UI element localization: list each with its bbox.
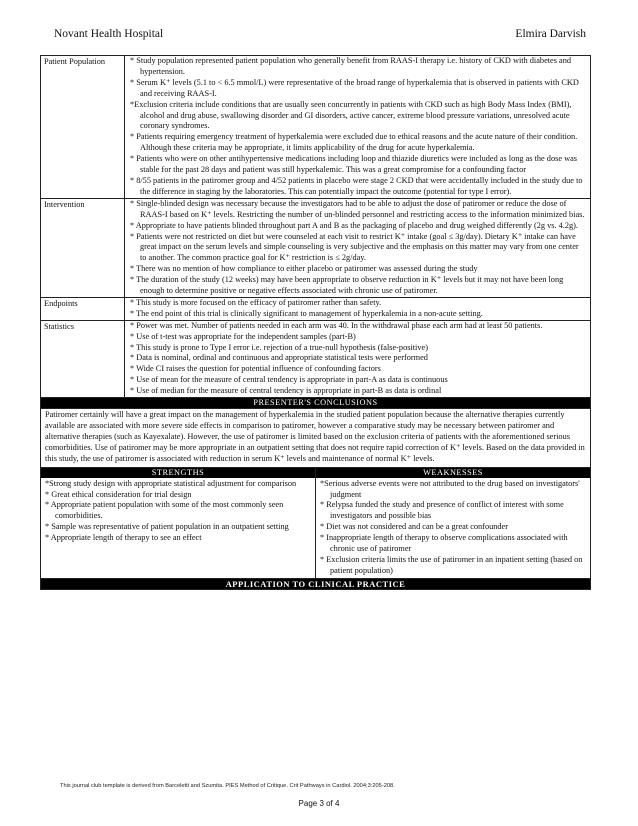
list-item: * Use of median for the measure of central tendency is appropriate in part-B as data is ordinal (130, 386, 442, 396)
list-item: * Patients requiring emergency treatment of hyperkalemia were excluded due to ethical reasons and the acute nature of their condition. Although these criteria may be appropriate, it limits applicability of the drug for acute hyperkalemia. (130, 132, 578, 153)
list-item: * Data is nominal, ordinal and continuous and appropriate statistical tests were performed (130, 353, 428, 363)
list-item: * Sample was representative of patient population in an outpatient setting (45, 522, 289, 532)
section-label: Intervention (41, 199, 125, 297)
list-item: * Power was met. Number of patients needed in each arm was 40. In the withdrawal phase each arm had at least 50 patients. (130, 320, 543, 330)
list-item: * Wide CI raises the question for potential influence of confounding factors (130, 364, 381, 374)
critique-table (40, 55, 591, 590)
page-number: Page 3 of 4 (298, 799, 340, 808)
list-item: * 8/55 patients in the patiromer group and 4/52 patients in placebo were stage 2 CKD that were accidentally included in the study due to the difference in staging by the laboratories. This can potentially impact the outcome (potential for type I error). (130, 175, 583, 196)
section-body (125, 56, 590, 198)
list-item: * Study population represented patient population who generally benefit from RAAS-I therapy i.e. history of CKD with diabetes and hypertension. (130, 56, 572, 76)
list-item: * The end point of this trial is clinically significant to management of hyperkalemia in a non-acute setting. (130, 308, 483, 318)
list-item: * Great ethical consideration for trial design (45, 489, 192, 499)
list-item: * The duration of the study (12 weeks) may have been appropriate to observe reduction in K⁺ levels but it may not have been long enough to determine positive or negative effects associated with chronic use of patiromer. (130, 275, 564, 296)
header-author: Elmira Darvish (515, 28, 586, 40)
strengths-weaknesses (41, 468, 590, 579)
list-item: *Serious adverse events were not attributed to the drug based on investigators' judgment (320, 478, 580, 499)
strengths-heading: STRENGTHS (41, 468, 315, 478)
footer-note: This journal club template is derived from Barceletti and Szumita. PIES Method of Critique. Crit Pathways in Cardiol. 2004;3:205-208. (60, 783, 395, 789)
section-label: Statistics (41, 321, 125, 397)
list-item: *Exclusion criteria include conditions that are usually seen concurrently in patients with CKD such as high Body Mass Index (BMI), alcohol and drug abuse, swallowing disorder and GI disorders, active cancer, extreme blood pressure variations, unresolved acute coronary syndromes. (130, 99, 572, 131)
section-intervention (41, 199, 590, 298)
list-item: * Diet was not considered and can be a great confounder (320, 522, 508, 532)
section-body (125, 321, 590, 397)
section-body (125, 199, 590, 297)
list-item: * Exclusion criteria limits the use of patiromer in an inpatient setting (based on patient population) (320, 554, 583, 575)
section-label: Patient Population (41, 56, 125, 198)
section-patient-population (41, 56, 590, 199)
list-item: * Appropriate to have patients blinded throughout part A and B as the packaging of placebo and drug weighed differently (2g vs. 4.2g). (130, 220, 578, 230)
list-item: * There was no mention of how compliance to either placebo or patiromer was assessed during the study (130, 264, 478, 274)
list-item: * Patients who were on other antihypertensive medications including loop and thiazide diuretics were included as long as the dose was stable for the past 28 days and patient was still hyperkalemic. This was a great compromise for a confounding factor (130, 154, 577, 175)
list-item: * Patients were not restricted on diet but were counseled at each visit to restrict K⁺ intake (goal ≤ 3g/day). Dietary K⁺ intake can have great impact on the serum levels and simple counseling is very subjective and the emphasis on this matter may vary from one center to another. The common practice goal for K⁺ restriction is ≤ 2g/day. (130, 231, 579, 263)
section-statistics (41, 321, 590, 398)
list-item: * Appropriate length of therapy to see an effect (45, 533, 202, 543)
application-heading: APPLICATION TO CLINICAL PRACTICE (41, 579, 590, 589)
list-item: * Use of mean for the measure of central tendency is appropriate in part-A as data is continuous (130, 375, 448, 385)
section-body (125, 298, 590, 320)
list-item: * Inappropriate length of therapy to observe complications associated with chronic use of patiromer (320, 533, 568, 554)
weaknesses-column (315, 468, 590, 578)
list-item: *Strong study design with appropriate statistical adjustment for comparison (45, 478, 297, 488)
weaknesses-heading: WEAKNESSES (316, 468, 590, 478)
list-item: * This study is more focused on the efficacy of patiromer rather than safety. (130, 297, 382, 307)
list-item: * Serum K⁺ levels (5.1 to < 6.5 mmol/L) were representative of the broad range of hyperkalemia that is observed in patients with CKD and receiving RAAS-I. (130, 77, 579, 98)
conclusions-text: Patiromer certainly will have a great impact on the management of hyperkalemia in the studied patient population because the alternative therapies currently available are associated with more severe side effects in comparison to patiromer, however a comparative study may be necessary between patiromer and alternative therapies (such as Kayexalate). However, the use of patiromer is limited based on the exclusion criteria of patients with the aforementioned serious comorbidities. Use of patiromer may be more appropriate in an outpatient setting that does not require rapid correction of K⁺ levels. Based on the data provided in this study, the use of patiromer is associated with reduction in serum K⁺ levels and maintenance of normal K⁺ levels. (41, 409, 590, 468)
strengths-column (41, 468, 315, 578)
list-item: * Use of t-test was appropriate for the independent samples (part-B) (130, 331, 356, 341)
header-hospital: Novant Health Hospital (54, 28, 164, 40)
list-item: * Relypsa funded the study and presence of conflict of interest with some investigators and possible bias (320, 500, 564, 521)
list-item: * This study is prone to Type I error i.e. rejection of a true-null hypothesis (false-positive) (130, 342, 428, 352)
section-endpoints (41, 298, 590, 321)
conclusions-heading: PRESENTER'S CONCLUSIONS (41, 398, 590, 409)
list-item: * Single-blinded design was necessary because the investigators had to be able to adjust the dose of patiromer or reduce the dose of RAAS-I based on K⁺ levels. Restricting the number of un-blinded personnel and restricting access to the information minimized bias. (130, 198, 585, 219)
section-label: Endpoints (41, 298, 125, 320)
list-item: * Appropriate patient population with some of the most commonly seen comorbidities. (45, 500, 284, 521)
